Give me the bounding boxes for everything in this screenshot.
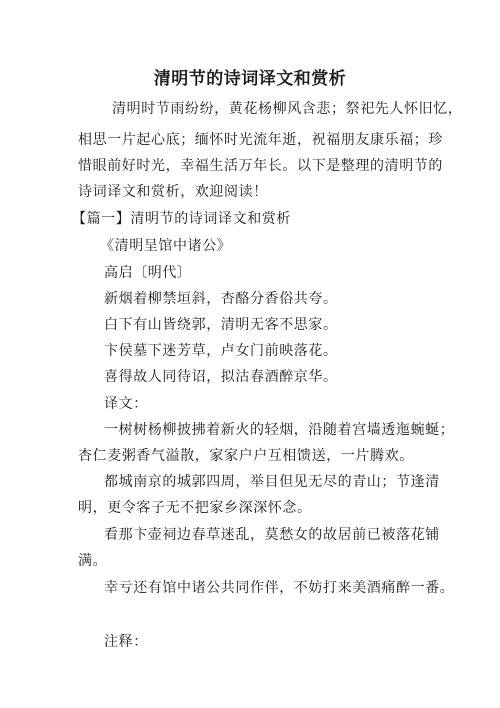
poem-line: 新烟着柳禁垣斜，杏酪分香俗共夸。 [104, 291, 338, 307]
translation-line: 满。 [78, 553, 108, 569]
intro-line: 相思一片起心底；缅怀时光流年逝，祝福朋友康乐福；珍 [78, 132, 443, 148]
poem-author: 高启〔明代〕 [104, 265, 192, 281]
poem-line: 白下有山皆绕郭，清明无客不思家。 [104, 317, 338, 333]
poem-line: 卞侯墓下迷芳草，卢女门前映落花。 [104, 343, 338, 359]
document-title: 清明节的诗词译文和赏析 [153, 69, 347, 89]
translation-line: 一树树杨柳披拂着新火的轻烟，沿随着宫墙透迤蜿蜒； [104, 422, 455, 438]
translation-line: 杏仁麦粥香气溢散，家家户户互相馈送，一片腾欢。 [78, 448, 414, 464]
translation-line: 看那卞壶祠边春草迷乱，莫愁女的故居前已被落花铺 [104, 527, 440, 543]
translation-label: 译文： [104, 396, 148, 412]
section-heading: 【篇一】清明节的诗词译文和赏析 [72, 211, 291, 227]
notes-label: 注释： [104, 634, 148, 650]
translation-line: 幸亏还有馆中诸公共同作伴，不妨打来美酒痛醉一番。 [104, 580, 455, 596]
translation-line: 都城南京的城郭四周，举目但见无尽的青山；节逢清 [104, 474, 440, 490]
poem-title: 《清明呈馆中诸公》 [100, 238, 232, 254]
intro-line: 清明时节雨纷纷，黄花杨柳风含悲；祭祀先人怀旧忆， [112, 101, 463, 117]
intro-line: 惜眼前好时光，幸福生活万年长。以下是整理的清明节的 [78, 158, 443, 174]
intro-line: 诗词译文和赏析，欢迎阅读！ [78, 184, 268, 200]
translation-line: 明，更令客子无不把家乡深深怀念。 [78, 500, 312, 516]
poem-line: 喜得故人同待诏，拟沽春酒醉京华。 [104, 369, 338, 385]
